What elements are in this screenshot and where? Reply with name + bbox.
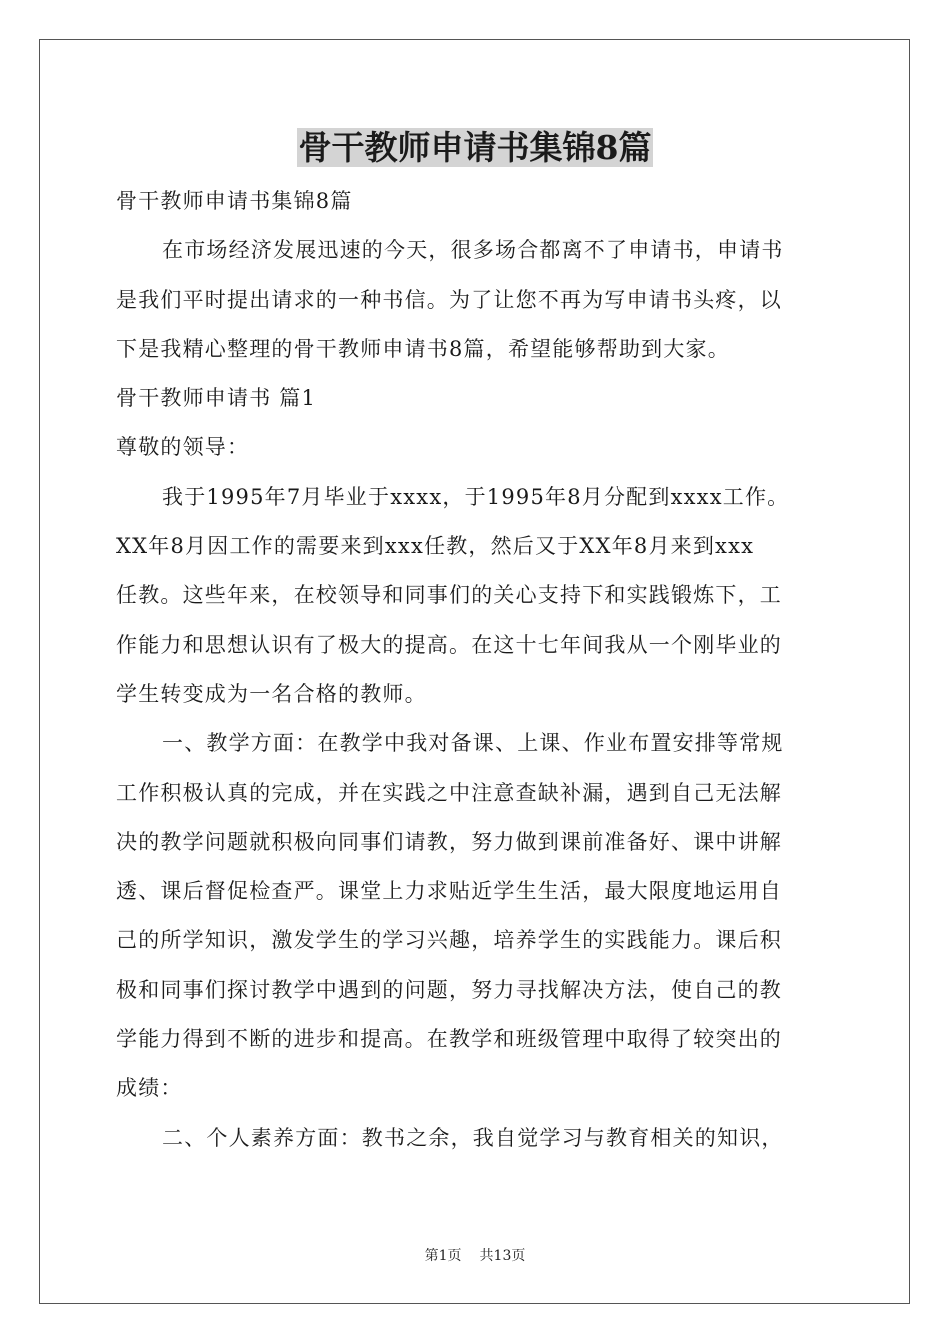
text-line: 一、教学方面：在教学中我对备课、上课、作业布置安排等常规 bbox=[162, 731, 784, 756]
text-line: 成绩： bbox=[116, 1076, 183, 1101]
text-line: 尊敬的领导： bbox=[116, 435, 250, 460]
text-line: 任教。这些年来，在校领导和同事们的关心支持下和实践锻炼下，工 bbox=[116, 583, 782, 608]
text-line: 骨干教师申请书集锦8篇 bbox=[116, 189, 353, 213]
text-line: 作能力和思想认识有了极大的提高。在这十七年间我从一个刚毕业的 bbox=[116, 632, 782, 657]
text-line: 在市场经济发展迅速的今天，很多场合都离不了申请书，申请书 bbox=[162, 238, 784, 263]
page-total: 共13页 bbox=[479, 1248, 526, 1264]
text-line: 己的所学知识，激发学生的学习兴趣，培养学生的实践能力。课后积 bbox=[116, 928, 782, 953]
text-line: 透、课后督促检查严。课堂上力求贴近学生生活，最大限度地运用自 bbox=[116, 879, 782, 904]
document-title-text: 骨干教师申请书集锦8篇 bbox=[298, 128, 652, 167]
text-line: 极和同事们探讨教学中遇到的问题，努力寻找解决方法，使自己的教 bbox=[116, 977, 782, 1002]
text-line: XX年8月因工作的需要来到xxx任教，然后又于XX年8月来到xxx bbox=[116, 534, 755, 559]
text-line: 下是我精心整理的骨干教师申请书8篇，希望能够帮助到大家。 bbox=[116, 336, 730, 361]
text-line: 二、个人素养方面：教书之余，我自觉学习与教育相关的知识， bbox=[162, 1125, 784, 1150]
text-line: 学能力得到不断的进步和提高。在教学和班级管理中取得了较突出的 bbox=[116, 1027, 782, 1052]
page-footer bbox=[0, 1246, 950, 1266]
text-line: 决的教学问题就积极向同事们请教，努力做到课前准备好、课中讲解 bbox=[116, 829, 782, 854]
text-line: 学生转变成为一名合格的教师。 bbox=[116, 681, 427, 706]
text-line: 是我们平时提出请求的一种书信。为了让您不再为写申请书头疼，以 bbox=[116, 287, 782, 312]
document-body bbox=[116, 177, 840, 1163]
page-number: 第1页 bbox=[424, 1248, 462, 1264]
text-line: 我于1995年7月毕业于xxxx，于1995年8月分配到xxxx工作。 bbox=[162, 484, 790, 509]
text-line: 工作积极认真的完成，并在实践之中注意查缺补漏，遇到自己无法解 bbox=[116, 780, 782, 805]
document-title bbox=[0, 126, 950, 170]
text-line: 骨干教师申请书 篇1 bbox=[116, 386, 317, 411]
